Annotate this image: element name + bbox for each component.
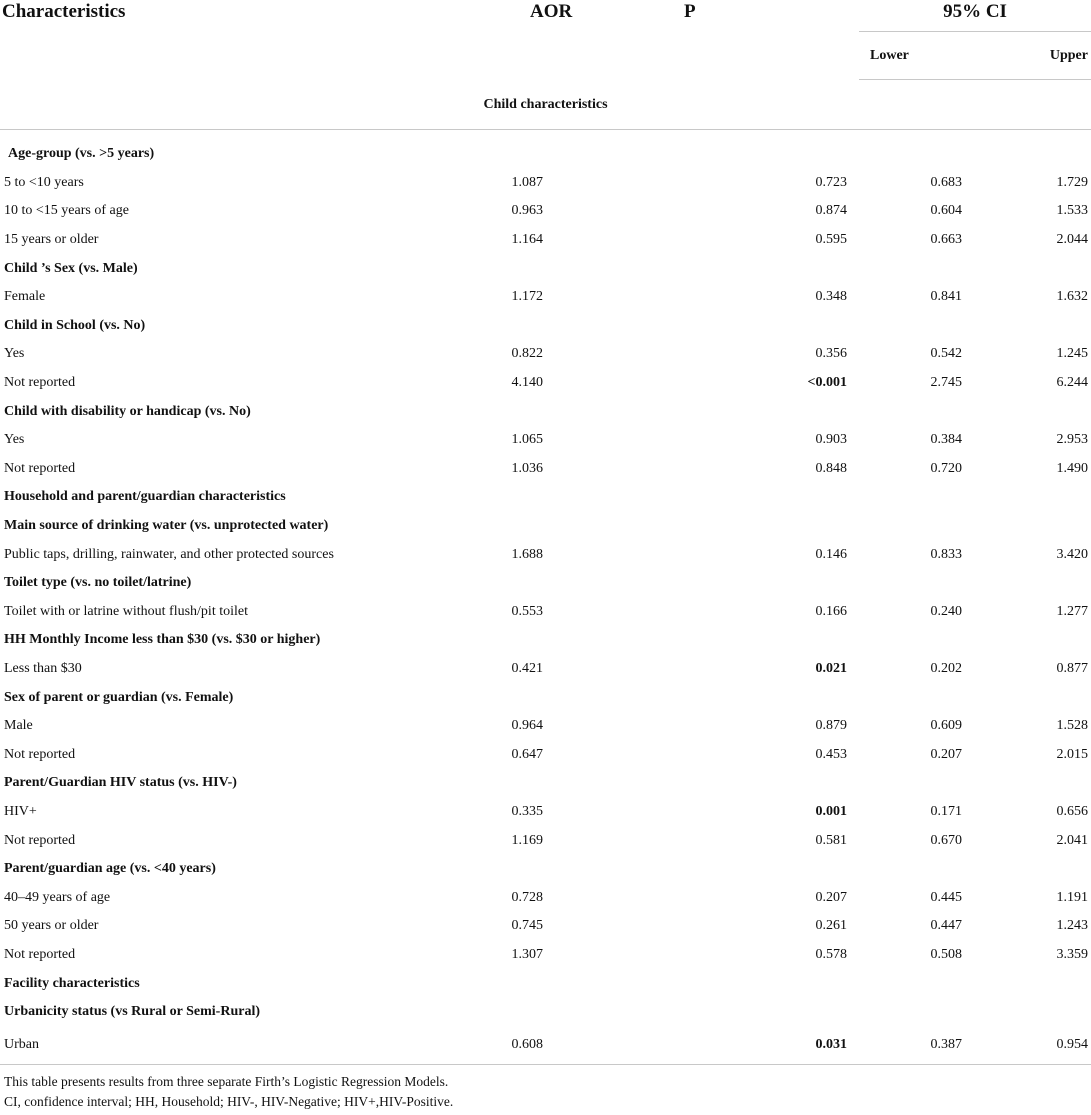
ci-upper-value: 6.244 <box>1056 375 1088 391</box>
ci-upper-value: 1.729 <box>1056 174 1088 190</box>
group-label: Household and parent/guardian characteristics <box>4 489 286 505</box>
table-row <box>0 226 1091 255</box>
group-header-row <box>0 683 1091 712</box>
aor-value: 1.172 <box>511 289 543 305</box>
aor-value: 1.065 <box>511 432 543 448</box>
p-value <box>667 130 859 169</box>
p-value <box>667 626 859 655</box>
aor-value <box>474 998 667 1027</box>
group-label: Urbanicity status (vs Rural or Semi-Rural) <box>4 1004 261 1020</box>
table-row <box>0 169 1091 198</box>
table-row <box>0 598 1091 627</box>
section-row <box>0 80 1091 130</box>
p-value: 0.031 <box>667 1026 859 1065</box>
ci-lower-value: 0.508 <box>930 946 962 962</box>
ci-upper-value <box>975 769 1091 798</box>
ci-upper-value <box>975 512 1091 541</box>
ci-upper-value: 1.632 <box>1056 289 1088 305</box>
section-title: Child characteristics <box>0 80 1091 130</box>
group-header-row <box>0 855 1091 884</box>
aor-value <box>474 569 667 598</box>
aor-value <box>474 130 667 169</box>
ci-upper-value: 1.533 <box>1056 203 1088 219</box>
table-row <box>0 197 1091 226</box>
ci-lower-value <box>859 130 975 169</box>
ci-lower-value: 0.670 <box>930 832 962 848</box>
group-header-row <box>0 626 1091 655</box>
aor-value <box>474 483 667 512</box>
ci-lower-value <box>859 483 975 512</box>
aor-value <box>474 769 667 798</box>
p-value: 0.595 <box>815 232 847 248</box>
row-label: HIV+ <box>4 803 37 819</box>
ci-upper-value: 3.359 <box>1056 946 1088 962</box>
aor-value: 0.335 <box>511 803 543 819</box>
ci-lower-value <box>859 312 975 341</box>
ci-upper-value <box>975 130 1091 169</box>
p-value: 0.874 <box>815 203 847 219</box>
header-characteristics: Characteristics <box>2 1 126 22</box>
table-row <box>0 912 1091 941</box>
ci-upper-value <box>975 254 1091 283</box>
table-row <box>0 1026 1091 1065</box>
aor-value: 1.087 <box>511 174 543 190</box>
ci-upper-value: 2.041 <box>1056 832 1088 848</box>
row-label: Not reported <box>4 746 76 762</box>
aor-value: 0.421 <box>511 660 543 676</box>
row-label: 40–49 years of age <box>4 889 111 905</box>
aor-value: 0.553 <box>511 603 543 619</box>
p-value: 0.001 <box>815 803 847 819</box>
ci-lower-value: 0.833 <box>930 546 962 562</box>
p-value: 0.146 <box>815 546 847 562</box>
ci-upper-value <box>975 626 1091 655</box>
header-lower: Lower <box>859 32 975 80</box>
p-value <box>667 397 859 426</box>
p-value: <0.001 <box>807 375 847 391</box>
ci-lower-value: 0.207 <box>930 746 962 762</box>
row-label: 10 to <15 years of age <box>4 203 129 219</box>
ci-lower-value <box>859 254 975 283</box>
group-label: Sex of parent or guardian (vs. Female) <box>4 689 234 705</box>
ci-lower-value: 0.720 <box>930 460 962 476</box>
p-value <box>667 769 859 798</box>
p-value: 0.848 <box>815 460 847 476</box>
p-value <box>667 683 859 712</box>
table-row <box>0 740 1091 769</box>
p-value <box>667 569 859 598</box>
row-label: Male <box>4 718 33 734</box>
aor-value: 0.728 <box>511 889 543 905</box>
group-label: Toilet type (vs. no toilet/latrine) <box>4 575 192 591</box>
p-value: 0.453 <box>815 746 847 762</box>
ci-lower-value: 0.445 <box>930 889 962 905</box>
p-value: 0.207 <box>815 889 847 905</box>
ci-upper-value: 1.528 <box>1056 718 1088 734</box>
p-value: 0.581 <box>815 832 847 848</box>
ci-lower-value <box>859 855 975 884</box>
ci-upper-value <box>975 855 1091 884</box>
ci-lower-value <box>859 969 975 998</box>
group-label: Child ’s Sex (vs. Male) <box>4 260 138 276</box>
ci-lower-value: 2.745 <box>930 375 962 391</box>
row-label: Less than $30 <box>4 660 82 676</box>
footnote-line: This table presents results from three separate Firth’s Logistic Regression Models. <box>4 1074 449 1089</box>
group-label: HH Monthly Income less than $30 (vs. $30 or higher) <box>4 632 321 648</box>
aor-value: 1.036 <box>511 460 543 476</box>
ci-lower-value <box>859 769 975 798</box>
group-label: Child in School (vs. No) <box>4 317 146 333</box>
table-row <box>0 426 1091 455</box>
ci-upper-value: 2.044 <box>1056 232 1088 248</box>
row-label: Not reported <box>4 832 76 848</box>
group-header-row <box>0 254 1091 283</box>
ci-lower-value <box>859 569 975 598</box>
header-p: P <box>684 1 696 22</box>
table-row <box>0 883 1091 912</box>
table-body <box>0 80 1091 1065</box>
group-label: Age-group (vs. >5 years) <box>8 146 155 162</box>
header-upper: Upper <box>975 32 1091 80</box>
aor-value <box>474 626 667 655</box>
ci-upper-value: 2.015 <box>1056 746 1088 762</box>
p-value: 0.166 <box>815 603 847 619</box>
aor-value <box>474 969 667 998</box>
aor-value: 0.963 <box>511 203 543 219</box>
ci-upper-value <box>975 998 1091 1027</box>
row-label: 15 years or older <box>4 232 99 248</box>
aor-value: 4.140 <box>511 375 543 391</box>
row-label: Public taps, drilling, rainwater, and other protected sources <box>4 546 334 562</box>
row-label: Not reported <box>4 460 76 476</box>
p-value: 0.348 <box>815 289 847 305</box>
ci-lower-value: 0.609 <box>930 718 962 734</box>
group-label: Main source of drinking water (vs. unprotected water) <box>4 518 329 534</box>
p-value: 0.879 <box>815 718 847 734</box>
footnote-line: CI, confidence interval; HH, Household; HIV-, HIV-Negative; HIV+,HIV-Positive. <box>4 1094 454 1109</box>
ci-lower-value: 0.240 <box>930 603 962 619</box>
ci-upper-value <box>975 312 1091 341</box>
aor-value: 1.307 <box>511 946 543 962</box>
aor-value: 0.745 <box>511 918 543 934</box>
ci-upper-value: 1.245 <box>1056 346 1088 362</box>
ci-upper-value <box>975 483 1091 512</box>
ci-upper-value: 0.656 <box>1056 803 1088 819</box>
ci-lower-value: 0.447 <box>930 918 962 934</box>
row-label: Toilet with or latrine without flush/pit toilet <box>4 603 248 619</box>
ci-lower-value <box>859 683 975 712</box>
group-header-row <box>0 312 1091 341</box>
p-value <box>667 998 859 1027</box>
aor-value: 0.822 <box>511 346 543 362</box>
group-header-row <box>0 130 1091 169</box>
header-ci: 95% CI <box>859 0 1091 32</box>
p-value <box>667 483 859 512</box>
ci-upper-value: 1.243 <box>1056 918 1088 934</box>
group-header-row <box>0 397 1091 426</box>
row-label: Not reported <box>4 375 76 391</box>
p-value: 0.261 <box>815 918 847 934</box>
p-value <box>667 312 859 341</box>
ci-upper-value: 1.277 <box>1056 603 1088 619</box>
aor-value <box>474 397 667 426</box>
ci-lower-value: 0.202 <box>930 660 962 676</box>
aor-value <box>474 312 667 341</box>
aor-value: 1.688 <box>511 546 543 562</box>
p-value: 0.903 <box>815 432 847 448</box>
group-header-row <box>0 569 1091 598</box>
table-row <box>0 455 1091 484</box>
header-row <box>0 0 1091 32</box>
ci-upper-value: 2.953 <box>1056 432 1088 448</box>
group-header-row <box>0 483 1091 512</box>
ci-upper-value <box>975 569 1091 598</box>
ci-upper-value: 1.490 <box>1056 460 1088 476</box>
group-header-row <box>0 769 1091 798</box>
ci-lower-value: 0.542 <box>930 346 962 362</box>
row-label: 50 years or older <box>4 918 99 934</box>
p-value: 0.723 <box>815 174 847 190</box>
aor-value: 0.608 <box>474 1026 667 1065</box>
ci-lower-value <box>859 397 975 426</box>
ci-lower-value: 0.683 <box>930 174 962 190</box>
aor-value: 0.964 <box>511 718 543 734</box>
ci-upper-value <box>975 969 1091 998</box>
ci-lower-value: 0.384 <box>930 432 962 448</box>
table-header <box>0 0 1091 80</box>
ci-upper-value: 1.191 <box>1056 889 1088 905</box>
table-footnotes <box>4 1072 453 1112</box>
group-header-row <box>0 998 1091 1027</box>
ci-lower-value: 0.171 <box>930 803 962 819</box>
aor-value: 0.647 <box>511 746 543 762</box>
group-label: Parent/Guardian HIV status (vs. HIV-) <box>4 775 237 791</box>
ci-upper-value: 0.877 <box>1056 660 1088 676</box>
table-row <box>0 340 1091 369</box>
group-label: Child with disability or handicap (vs. No) <box>4 403 251 419</box>
row-label: Female <box>4 289 46 305</box>
ci-upper-value <box>975 397 1091 426</box>
group-label: Facility characteristics <box>4 975 140 991</box>
group-header-row <box>0 512 1091 541</box>
ci-lower-value: 0.604 <box>930 203 962 219</box>
p-value: 0.578 <box>815 946 847 962</box>
row-label: Not reported <box>4 946 76 962</box>
aor-value <box>474 254 667 283</box>
row-label: 5 to <10 years <box>4 174 84 190</box>
p-value <box>667 969 859 998</box>
p-value: 0.356 <box>815 346 847 362</box>
aor-value <box>474 512 667 541</box>
table-row <box>0 712 1091 741</box>
ci-lower-value <box>859 998 975 1027</box>
table-row <box>0 798 1091 827</box>
ci-upper-value: 3.420 <box>1056 546 1088 562</box>
table-row <box>0 941 1091 970</box>
header-aor: AOR <box>530 1 573 22</box>
p-value <box>667 855 859 884</box>
table-row <box>0 283 1091 312</box>
aor-value: 1.164 <box>511 232 543 248</box>
ci-lower-value: 0.387 <box>859 1026 975 1065</box>
aor-value <box>474 855 667 884</box>
table-row <box>0 540 1091 569</box>
aor-value <box>474 683 667 712</box>
ci-lower-value: 0.841 <box>930 289 962 305</box>
ci-lower-value: 0.663 <box>930 232 962 248</box>
row-label: Yes <box>4 346 25 362</box>
row-label: Urban <box>0 1026 474 1065</box>
table-row <box>0 826 1091 855</box>
ci-upper-value <box>975 683 1091 712</box>
p-value <box>667 254 859 283</box>
group-label: Parent/guardian age (vs. <40 years) <box>4 861 216 877</box>
group-header-row <box>0 969 1091 998</box>
table-row <box>0 369 1091 398</box>
table-row <box>0 655 1091 684</box>
p-value: 0.021 <box>815 660 847 676</box>
ci-lower-value <box>859 626 975 655</box>
aor-value: 1.169 <box>511 832 543 848</box>
ci-upper-value: 0.954 <box>975 1026 1091 1065</box>
ci-lower-value <box>859 512 975 541</box>
row-label: Yes <box>4 432 25 448</box>
p-value <box>667 512 859 541</box>
